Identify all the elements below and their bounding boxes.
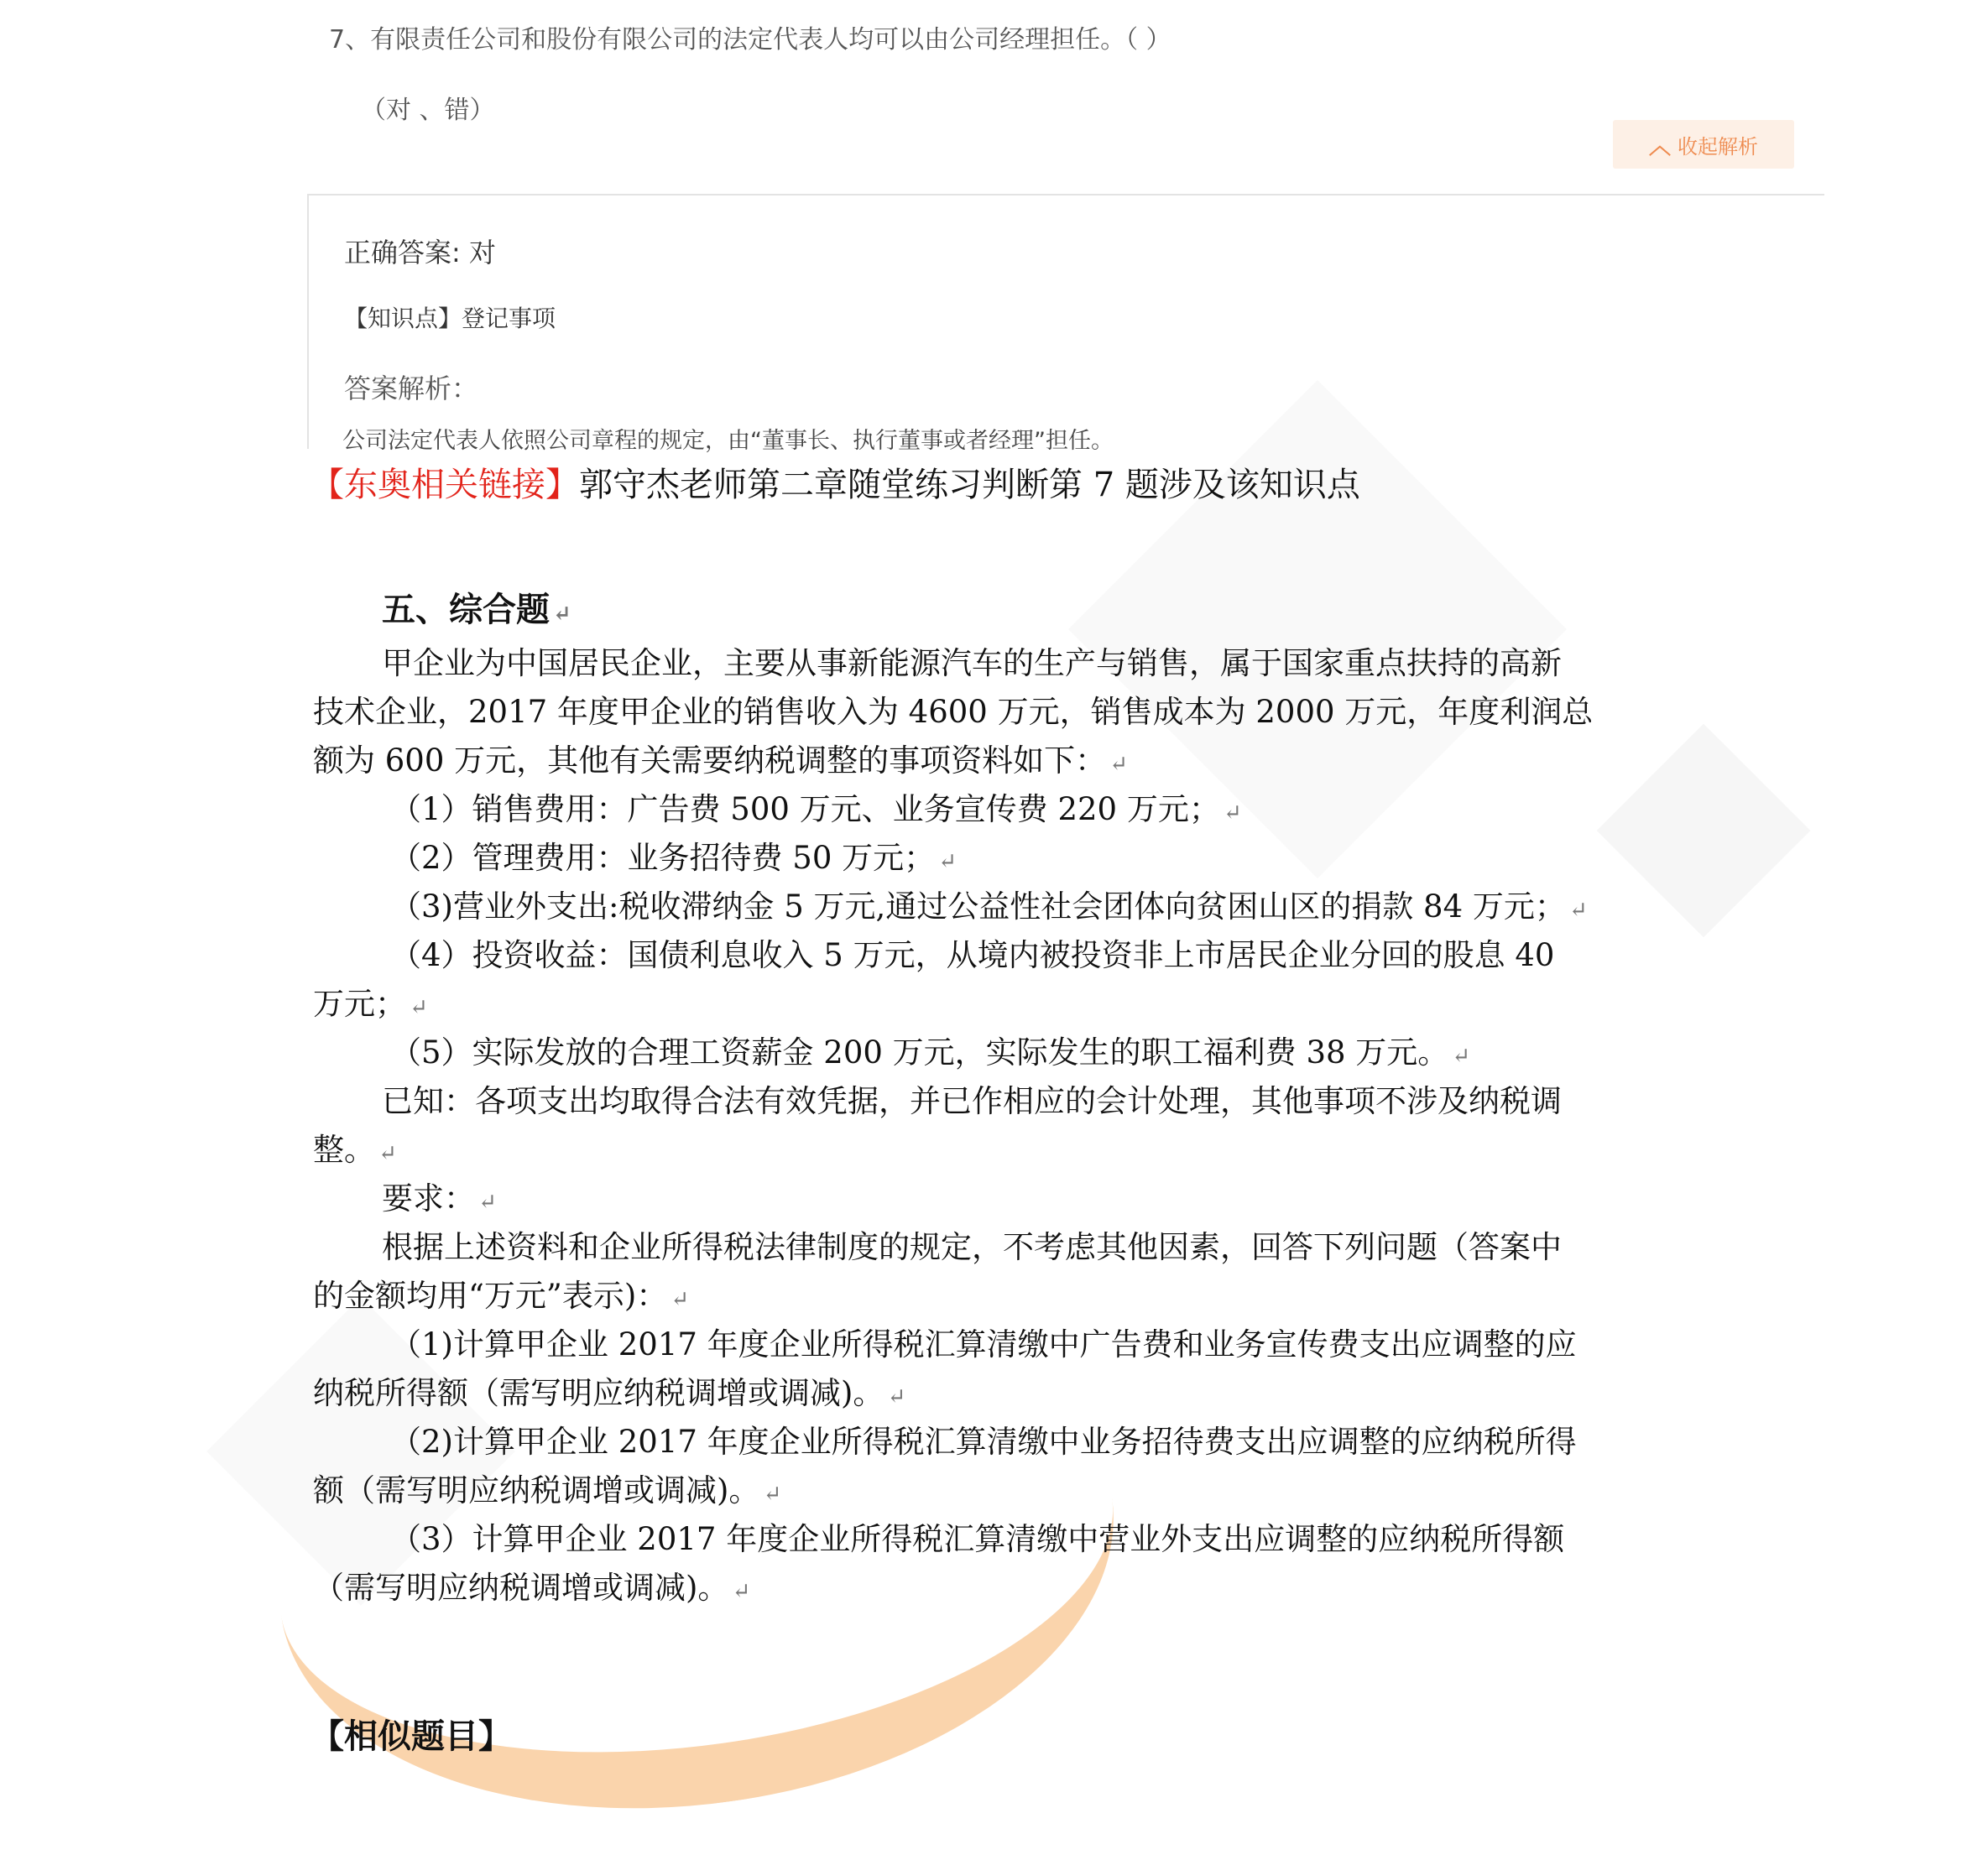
doc-line: 技术企业，2017 年度甲企业的销售收入为 4600 万元，销售成本为 2000 万元，年度利润总 — [313, 694, 1594, 730]
doc-line: 已知：各项支出均取得合法有效凭据，并已作相应的会计处理，其他事项不涉及纳税调 — [382, 1083, 1562, 1119]
doc-line: 额为 600 万元，其他有关需要纳税调整的事项资料如下： ↵ — [313, 742, 1128, 779]
analysis-label: 答案解析： — [344, 373, 479, 404]
doc-line: 要求： ↵ — [382, 1180, 497, 1217]
doc-line: 万元； ↵ — [313, 986, 428, 1022]
doc-line: （4）投资收益：国债利息收入 5 万元，从境内被投资非上市居民企业分回的股息 40 — [390, 937, 1555, 973]
correct-answer: 正确答案: 对 — [344, 237, 496, 268]
question-text: 7、有限责任公司和股份有限公司的法定代表人均可以由公司经理担任。（ ） — [329, 25, 1171, 55]
doc-line: 甲企业为中国居民企业，主要从事新能源汽车的生产与销售，属于国家重点扶持的高新 — [382, 645, 1562, 681]
doc-line: （1)计算甲企业 2017 年度企业所得税汇算清缴中广告费和业务宣传费支出应调整的应 — [390, 1326, 1577, 1362]
doc-line: （1）销售费用：广告费 500 万元、业务宣传费 220 万元； ↵ — [390, 791, 1242, 827]
doc-line: （2）管理费用：业务招待费 50 万元； ↵ — [390, 840, 957, 876]
doc-line: 额（需写明应纳税调增或调减)。 ↵ — [313, 1472, 782, 1508]
knowledge-point: 【知识点】登记事项 — [344, 305, 556, 332]
doc-line: 根据上述资料和企业所得税法律制度的规定，不考虑其他因素，回答下列问题（答案中 — [382, 1229, 1562, 1265]
related-link-label[interactable]: 【东奥相关链接】 — [310, 466, 579, 504]
collapse-analysis-label: 收起解析 — [1678, 134, 1758, 159]
related-link-text: 郭守杰老师第二章随堂练习判断第 7 题涉及该知识点 — [579, 466, 1360, 504]
doc-line: 的金额均用“万元”表示)： ↵ — [313, 1278, 690, 1314]
doc-line: （2)计算甲企业 2017 年度企业所得税汇算清缴中业务招待费支出应调整的应纳税所得 — [390, 1424, 1577, 1460]
similar-questions-heading: 【相似题目】 — [310, 1717, 512, 1756]
watermark-shape — [1597, 724, 1811, 938]
doc-line: 纳税所得额（需写明应纳税调增或调减)。 ↵ — [313, 1375, 906, 1411]
question-options: （对 、错） — [361, 96, 495, 125]
collapse-analysis-button[interactable] — [1613, 120, 1794, 169]
doc-line: （需写明应纳税调增或调减)。 ↵ — [313, 1570, 751, 1606]
section-title: 五、综合题 ↵ — [382, 590, 571, 629]
analysis-text: 公司法定代表人依照公司章程的规定，由“董事长、执行董事或者经理”担任。 — [342, 428, 1114, 454]
doc-line: 整。 ↵ — [313, 1132, 397, 1168]
doc-line: （5）实际发放的合理工资薪金 200 万元，实际发生的职工福利费 38 万元。 ↵ — [390, 1034, 1471, 1071]
doc-line: （3)营业外支出:税收滞纳金 5 万元,通过公益性社会团体向贫困山区的捐款 84 万元； ↵ — [390, 888, 1588, 925]
doc-line: （3）计算甲企业 2017 年度企业所得税汇算清缴中营业外支出应调整的应纳税所得额 — [390, 1521, 1565, 1557]
related-link — [310, 458, 1360, 506]
chevron-up-icon: ︿ — [1648, 133, 1671, 159]
